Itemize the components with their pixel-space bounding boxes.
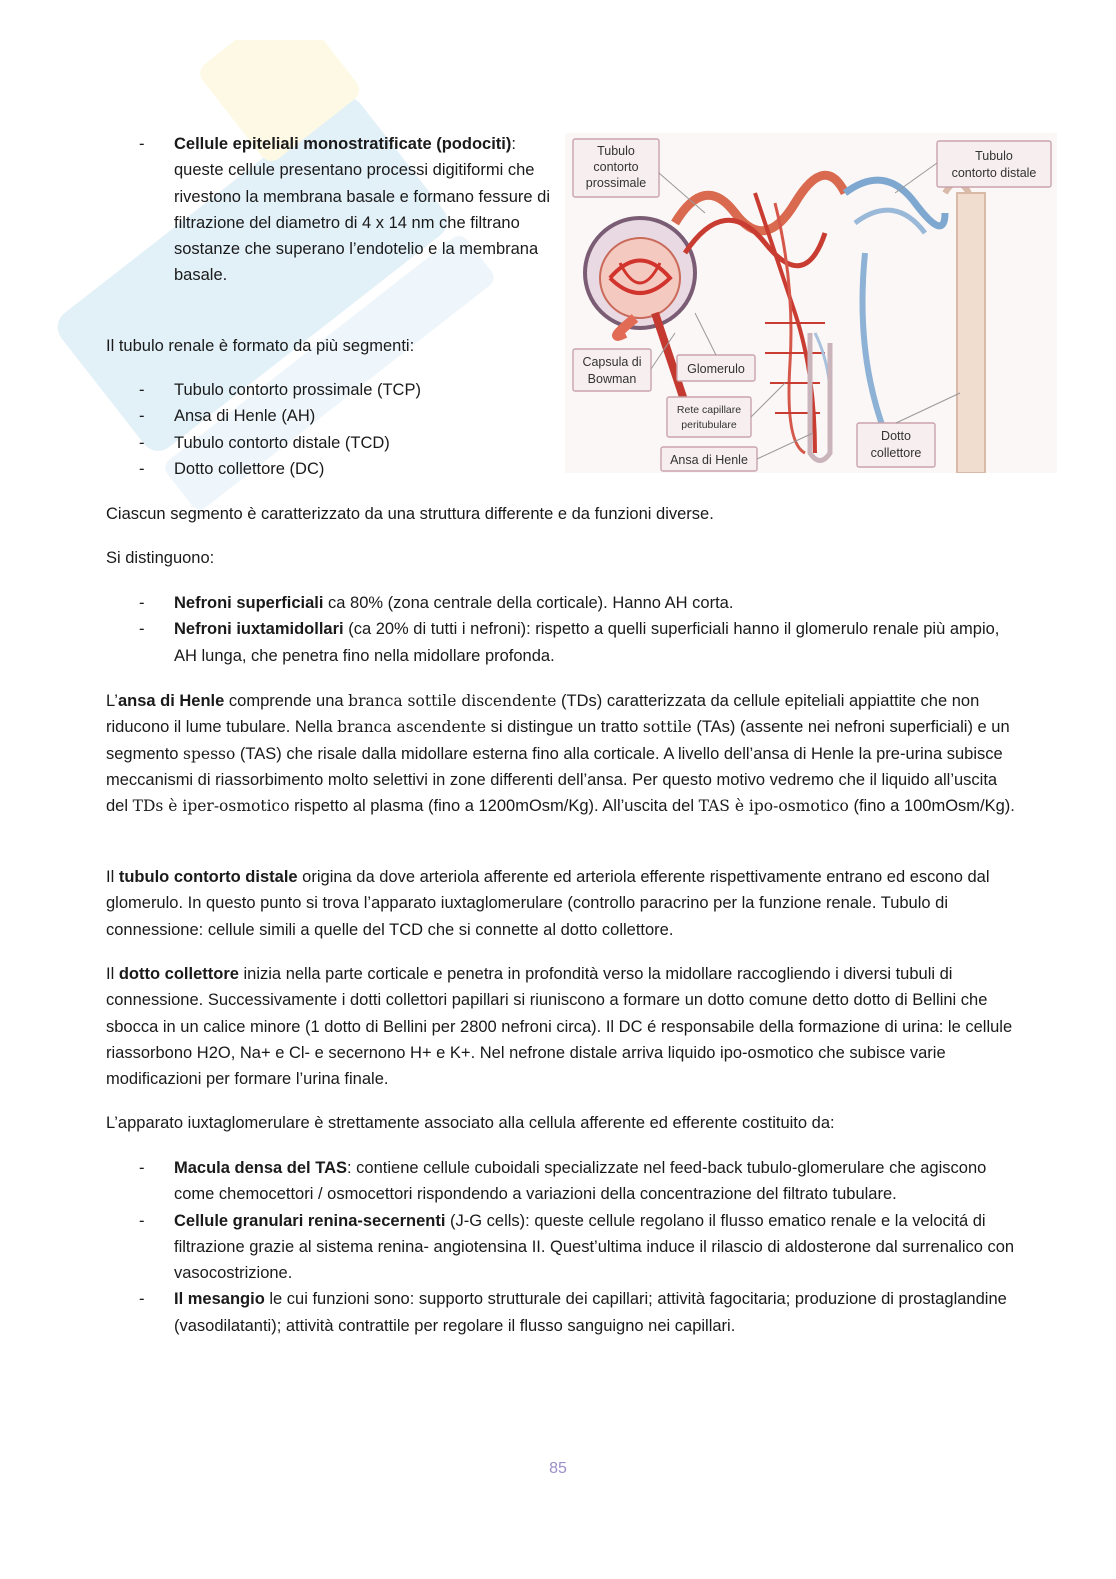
label-tcd-1: Tubulo <box>975 149 1013 163</box>
text-run: sottile <box>642 718 692 737</box>
nephron-title: Nefroni iuxtamidollari <box>174 620 344 639</box>
label-rete-2: peritubulare <box>681 419 737 431</box>
podociti-list <box>106 131 566 289</box>
label-bowman-2: Bowman <box>587 372 637 386</box>
apparato-item <box>106 1208 1016 1287</box>
text-run: (fino a 100mOsm/Kg). <box>848 797 1015 816</box>
text-run: origina da dove arteriola afferente ed arteriola efferente rispettivamente entrano ed escono dal glomerulo. In questo punto si trova l’apparato iuxtaglomerulare (controllo paracrino per la funzione renale. Tubulo di connessione: cellule simili a quelle del TCD che si connette al dotto collettore. <box>106 868 990 939</box>
si-distinguono: Si distinguono: <box>106 549 215 567</box>
label-tcp-2: contorto <box>593 160 639 174</box>
text-run: Il <box>106 965 119 983</box>
podociti-title: Cellule epiteliali monostratificate (podociti) <box>174 135 512 153</box>
podociti-text: : queste cellule presentano processi digitiformi che rivestono la membrana basale e formano fessure di filtrazione del diametro di 4 x 14 nm che filtrano sostanze che superano l’endotelio e la membrana basale. <box>174 135 551 285</box>
text-run: rispetto al plasma (fino a 1200mOsm/Kg). All’uscita del <box>289 797 699 816</box>
segment-note: Ciascun segmento è caratterizzato da una struttura differente e da funzioni diverse. <box>106 505 714 523</box>
segment-item: - Tubulo contorto prossimale (TCP) <box>106 377 556 403</box>
text-run: (TDs) caratterizzata da cellule epiteliali appiattite che non riducono il lume tubulare. Nella <box>106 692 980 737</box>
segment-item: - Tubulo contorto distale (TCD) <box>106 430 556 456</box>
text-run: L’ <box>106 692 118 710</box>
segments-list <box>106 377 556 482</box>
apparato-item <box>106 1286 1016 1339</box>
label-dotto-1: Dotto <box>881 429 911 443</box>
tcd-term: tubulo contorto distale <box>118 868 298 886</box>
label-bowman-1: Capsula di <box>582 355 642 369</box>
apparato-title: Cellule granulari renina-secernenti <box>174 1211 446 1230</box>
nephron-item <box>106 590 1016 616</box>
apparato-title: Il mesangio <box>174 1290 265 1309</box>
tubulo-intro: Il tubulo renale è formato da più segmenti: <box>106 337 415 355</box>
label-glomerulo: Glomerulo <box>687 362 745 376</box>
label-tcd-2: contorto distale <box>951 166 1037 180</box>
apparato-intro: L’apparato iuxtaglomerulare è strettamente associato alla cellula afferente ed efferente costituito da: <box>106 1114 835 1132</box>
label-rete-1: Rete capillare <box>676 404 742 416</box>
text-run: si distingue un tratto <box>486 718 643 737</box>
text-run: TAS è ipo-osmotico <box>698 797 849 816</box>
segment-item: - Ansa di Henle (AH) <box>106 403 556 429</box>
text-run: (TAs) (assente nei nefroni superficiali) e un segmento <box>106 718 1010 763</box>
nephron-text: ca 80% (zona centrale della corticale). Hanno AH corta. <box>323 594 734 612</box>
nephron-text: (ca 20% di tutti i nefroni): rispetto a quelli superficiali hanno il glomerulo renale più ampio, AH lunga, che penetra fino nella midollare profonda. <box>174 620 1000 665</box>
apparato-list <box>106 1155 1016 1339</box>
nephron-illustration <box>565 133 1057 473</box>
page-number: 85 <box>549 1460 567 1477</box>
label-tcp-3: prossimale <box>585 176 647 190</box>
apparato-item <box>106 1155 1016 1208</box>
text-run: comprende una <box>224 692 349 710</box>
nephron-title: Nefroni superficiali <box>174 594 324 612</box>
text-run: inizia nella parte corticale e penetra in profondità verso la midollare raccogliendo i diversi tubuli di connessione. Successivamente i dotti collettori papillari si riuniscono a formare un dotto comune detto dotto di Bellini che sbocca in un calice minore (1 dotto di Bellini per 2800 nefroni circa). Il DC é responsabile della formazione di urina: le cellule riassorbono H2O, Na+ e Cl- e secernono H+ e K+. Nel nefrone distale arriva liquido ipo-osmotico che subisce varie modificazioni per formare l’urina finale. <box>106 965 1013 1089</box>
label-henle: Ansa di Henle <box>670 453 748 467</box>
segment-item: - Dotto collettore (DC) <box>106 456 556 482</box>
apparato-text: : contiene cellule cuboidali specializzate nel feed-back tubulo-glomerulare che agiscono come chemocettori / osmocettori rispondendo a variazioni della concentrazione del filtrato tubulare. <box>174 1159 987 1204</box>
text-run: Il <box>106 868 119 886</box>
dc-term: dotto collettore <box>118 965 239 983</box>
podociti-item <box>106 131 566 289</box>
nephrons-list <box>106 590 1016 669</box>
apparato-title: Macula densa del TAS <box>174 1159 347 1177</box>
apparato-text: le cui funzioni sono: supporto strutturale dei capillari; attività fagocitaria; produzione di prostaglandine (vasodilatanti); attività contrattile per regolare il flusso sanguigno nei capillari. <box>174 1290 1007 1335</box>
text-run: branca ascendente <box>337 718 487 737</box>
text-run: branca sottile discendente <box>348 692 557 710</box>
text-run: TDs è iper-osmotico <box>132 797 290 816</box>
label-dotto-2: collettore <box>870 446 922 460</box>
apparato-text: (J-G cells): queste cellule regolano il flusso ematico renale e la velocitá di filtrazione grazie al sistema renina- angiotensina II. Quest’ultima induce il rilascio di aldosterone dal surrenalico con vasocostrizione. <box>174 1211 1015 1283</box>
dc-paragraph <box>106 961 1016 1092</box>
nephron-item <box>106 616 1016 669</box>
text-run: spesso <box>183 744 236 763</box>
tcd-paragraph <box>106 864 1016 943</box>
label-tcp-1: Tubulo <box>597 144 635 158</box>
henle-paragraph <box>106 688 1016 819</box>
text-run: (TAS) che risale dalla midollare esterna fino alla corticale. A livello dell’ansa di Henle la pre-urina subisce meccanismi di riassorbimento molto selettivi in zone differenti dell’ansa. Per questo motivo vedremo che il liquido all’uscita del <box>106 744 1003 816</box>
henle-term: ansa di Henle <box>117 692 225 710</box>
